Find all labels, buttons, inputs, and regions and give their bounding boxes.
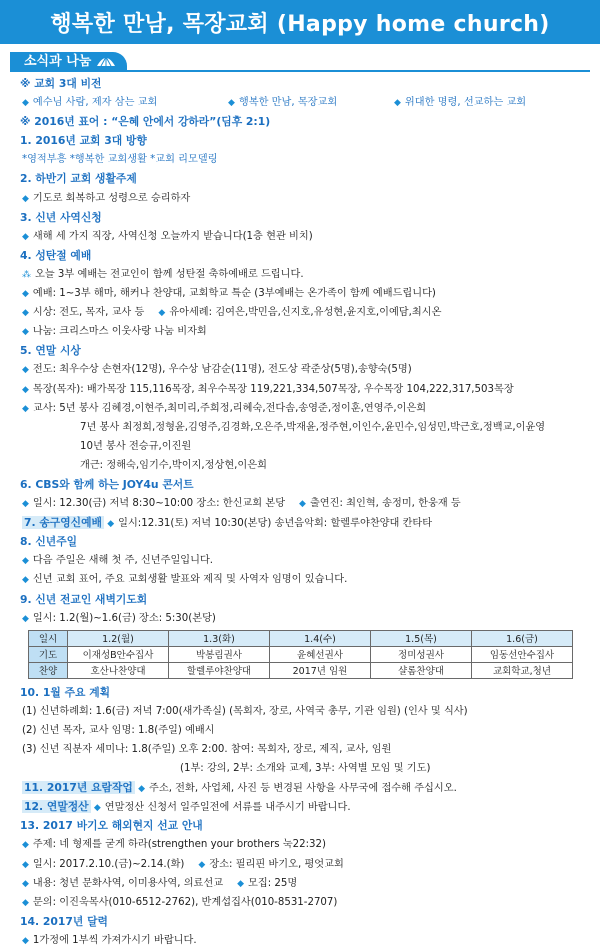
section-heading: 8. 신년주일 <box>20 535 78 549</box>
section-heading: 14. 2017년 달력 <box>20 914 108 928</box>
diamond-bullet-icon: ◆ <box>22 859 29 870</box>
diamond-bullet-icon: ◆ <box>394 98 401 109</box>
diamond-bullet-icon: ◆ <box>93 803 101 814</box>
section-line: 전도: 최우수상 손현자(12명), 우수상 남감순(11명), 전도상 곽준상(5명),송향숙(5명) <box>32 364 412 376</box>
diamond-bullet-icon: ◆ <box>22 613 29 624</box>
section-line: 신년 교회 표어, 주요 교회생활 발표와 제직 및 사역자 임명이 있습니다. <box>32 574 348 586</box>
table-cell: 샬롬찬양대 <box>371 662 472 678</box>
section-line: 장소: 필리핀 바기오, 평엇교회 <box>209 858 344 870</box>
diamond-bullet-icon: ◆ <box>237 878 245 889</box>
diamond-bullet-icon: ◆ <box>22 193 29 204</box>
section-line: 일시:12.31(토) 저녁 10:30(본당) 송년음악회: 할렐루야찬양대 칸타타 <box>118 518 433 530</box>
section-line: 시상: 전도, 목자, 교사 등 <box>32 307 145 319</box>
section-line: 일시: 12.30(금) 저녁 8:30~10:00 장소: 한신교회 본당 <box>32 498 286 510</box>
vision-list <box>20 93 586 112</box>
section-line: 문의: 이진욱목사(010-6512-2762), 반계섭집사(010-8531-2707) <box>32 896 338 908</box>
shell-icon <box>95 54 117 70</box>
section-line: *영적부흥 *행복한 교회생활 *교회 리모델링 <box>22 154 218 166</box>
section-heading: 11. 2017년 요람작업 <box>24 781 133 795</box>
diamond-bullet-icon: ◆ <box>22 384 29 395</box>
table-cell: 할렐루야찬양대 <box>169 662 270 678</box>
table-header-cell: 일시 <box>29 630 68 646</box>
table-cell: 윤혜선권사 <box>270 646 371 662</box>
section-line: 다음 주일은 새해 첫 주, 신년주일입니다. <box>32 555 214 567</box>
table-cell: 임동선안수집사 <box>472 646 573 662</box>
section-line: 7년 봉사 최정희,정형윤,김영주,김경화,오은주,박재윤,정주현,이인수,윤민수,임성민,박근호,정백교,이윤영 <box>80 421 546 433</box>
section-heading: 13. 2017 바기오 해외현지 선교 안내 <box>20 819 203 833</box>
section-line: 일시: 2017.2.10.(금)~2.14.(화) <box>32 858 185 870</box>
section-line: 개근: 정해숙,임기수,박이지,정상현,이은희 <box>80 459 267 471</box>
section-heading: 6. CBS와 함께 하는 JOY4u 콘서트 <box>20 477 194 491</box>
diamond-bullet-icon: ◆ <box>22 575 29 586</box>
section-line: (1부: 강의, 2부: 소개와 교제, 3부: 사역별 모임 및 기도) <box>180 763 431 775</box>
section-line: 주제: 네 형제를 굳게 하라(strengthen your brothers 눅22:32) <box>32 839 327 851</box>
table-cell: 박봉림권사 <box>169 646 270 662</box>
section-heading: 10. 1월 주요 계획 <box>20 685 111 699</box>
diamond-bullet-icon: ◆ <box>138 784 146 795</box>
section-line: (1) 신년하례회: 1.6(금) 저녁 7:00(새가족실) (목회자, 장로, 사역국 총무, 기관 임원) (인사 및 식사) <box>22 705 468 717</box>
section-line: 나눔: 크리스마스 이웃사랑 나눔 비자회 <box>32 326 207 338</box>
diamond-bullet-icon: ◆ <box>22 499 29 510</box>
church-title: 행복한 만남, 목장교회 (Happy home church) <box>50 11 550 37</box>
tab-underline <box>10 70 590 72</box>
section-line: 주소, 전화, 사업체, 사진 등 변경된 사항을 사무국에 접수해 주십시오. <box>149 783 457 795</box>
section-heading: 5. 연말 시상 <box>20 344 81 358</box>
table-row <box>29 646 573 662</box>
table-cell: 2017년 임원 <box>270 662 371 678</box>
section-line: 모집: 25명 <box>248 877 298 889</box>
section-line: 유아세례: 김여은,박민음,신지호,유성현,윤지호,이예담,최시온 <box>169 307 442 319</box>
diamond-bullet-icon: ◆ <box>22 98 29 109</box>
section-line: 예배: 1~3부 해마, 해커나 찬양대, 교회학교 특순 (3부예배는 온가족이 함께 예배드립니다) <box>32 288 436 300</box>
diamond-bullet-icon: ◆ <box>22 556 29 567</box>
section-heading: 4. 성탄절 예배 <box>20 248 92 262</box>
prayer-schedule-table <box>28 630 573 679</box>
snowflake-icon: ⁂ <box>22 269 31 280</box>
table-cell: 정미성권사 <box>371 646 472 662</box>
section-line: 10년 봉사 전승규,이진원 <box>80 440 192 452</box>
diamond-bullet-icon: ◆ <box>22 365 29 376</box>
diamond-bullet-icon: ◆ <box>22 840 29 851</box>
section-tab-label: 소식과 나눔 <box>24 54 92 69</box>
diamond-bullet-icon: ◆ <box>22 897 29 908</box>
diamond-bullet-icon: ◆ <box>158 308 166 319</box>
section-heading: 2. 하반기 교회 생활주제 <box>20 172 137 186</box>
section-line: 목장(목자): 배가목장 115,116목장, 최우수목장 119,221,334,507목장, 우수목장 104,222,317,503목장 <box>32 383 514 395</box>
section-heading: 9. 신년 전교인 새벽기도회 <box>20 592 148 606</box>
diamond-bullet-icon: ◆ <box>22 289 29 300</box>
section-tab <box>10 52 127 72</box>
diamond-bullet-icon: ◆ <box>22 327 29 338</box>
table-header-cell: 1.4(수) <box>270 630 371 646</box>
diamond-bullet-icon: ◆ <box>22 403 29 414</box>
table-header-cell: 1.2(월) <box>68 630 169 646</box>
diamond-bullet-icon: ◆ <box>22 935 29 946</box>
diamond-bullet-icon: ◆ <box>107 519 115 530</box>
diamond-bullet-icon: ◆ <box>198 859 206 870</box>
table-row <box>29 662 573 678</box>
table-header-cell: 1.5(목) <box>371 630 472 646</box>
diamond-bullet-icon: ◆ <box>22 231 29 242</box>
section-heading: 12. 연말정산 <box>24 800 89 814</box>
table-header-row <box>29 630 573 646</box>
diamond-bullet-icon: ◆ <box>22 878 29 889</box>
table-cell: 이재성B안수집사 <box>68 646 169 662</box>
table-header-cell: 1.3(화) <box>169 630 270 646</box>
header-banner <box>0 0 600 44</box>
section-heading: 7. 송구영신예배 <box>24 516 102 530</box>
section-heading: 3. 신년 사역신청 <box>20 210 102 224</box>
section-line: 일시: 1.2(월)~1.6(금) 장소: 5:30(본당) <box>32 612 216 624</box>
diamond-bullet-icon: ◆ <box>22 308 29 319</box>
section-line: 내용: 청년 문화사역, 이미용사역, 의료선교 <box>32 877 224 889</box>
year-motto: ※ 2016년 표어 : “은혜 안에서 강하라”(딤후 2:1) <box>20 115 271 129</box>
table-row-label: 기도 <box>29 646 68 662</box>
vision-item: 위대한 명령, 선교하는 교회 <box>404 97 527 109</box>
vision-item: 예수님 사람, 제자 삼는 교회 <box>32 97 158 109</box>
section-line: 연말정산 신청서 일주일전에 서류를 내주시기 바랍니다. <box>104 802 351 814</box>
section-line: 오늘 3부 예배는 전교인이 함께 성탄절 축하예배로 드립니다. <box>35 268 304 280</box>
table-cell: 교회학교,청년 <box>472 662 573 678</box>
section-line: 1가정에 1부씩 가져가시기 바랍니다. <box>32 934 197 946</box>
table-row-label: 찬양 <box>29 662 68 678</box>
section-line: 출연진: 최인혁, 송정미, 한웅재 등 <box>309 498 461 510</box>
table-header-cell: 1.6(금) <box>472 630 573 646</box>
vision-title: ※ 교회 3대 비전 <box>20 77 102 90</box>
announcements <box>0 72 600 950</box>
section-line: 교사: 5년 봉사 김혜경,이현주,최미리,주희정,리혜숙,전다솜,송영준,정이훈,연영주,이은희 <box>32 402 427 414</box>
section-line: (2) 신년 목자, 교사 임명: 1.8(주일) 예배시 <box>22 724 215 736</box>
table-cell: 호산나찬양대 <box>68 662 169 678</box>
section-line: (3) 신년 직분자 세미나: 1.8(주일) 오후 2:00. 참여: 목회자, 장로, 제직, 교사, 임원 <box>22 744 392 755</box>
section-heading: 1. 2016년 교회 3대 방향 <box>20 134 147 148</box>
section-line: 새해 세 가지 직장, 사역신청 오늘까지 받습니다(1층 현관 비치) <box>32 230 313 242</box>
vision-item: 행복한 만남, 목장교회 <box>238 97 338 109</box>
section-line: 기도로 회복하고 성령으로 승리하자 <box>32 192 191 204</box>
diamond-bullet-icon: ◆ <box>299 499 306 510</box>
diamond-bullet-icon: ◆ <box>228 98 235 109</box>
section-tab-row <box>0 44 600 72</box>
